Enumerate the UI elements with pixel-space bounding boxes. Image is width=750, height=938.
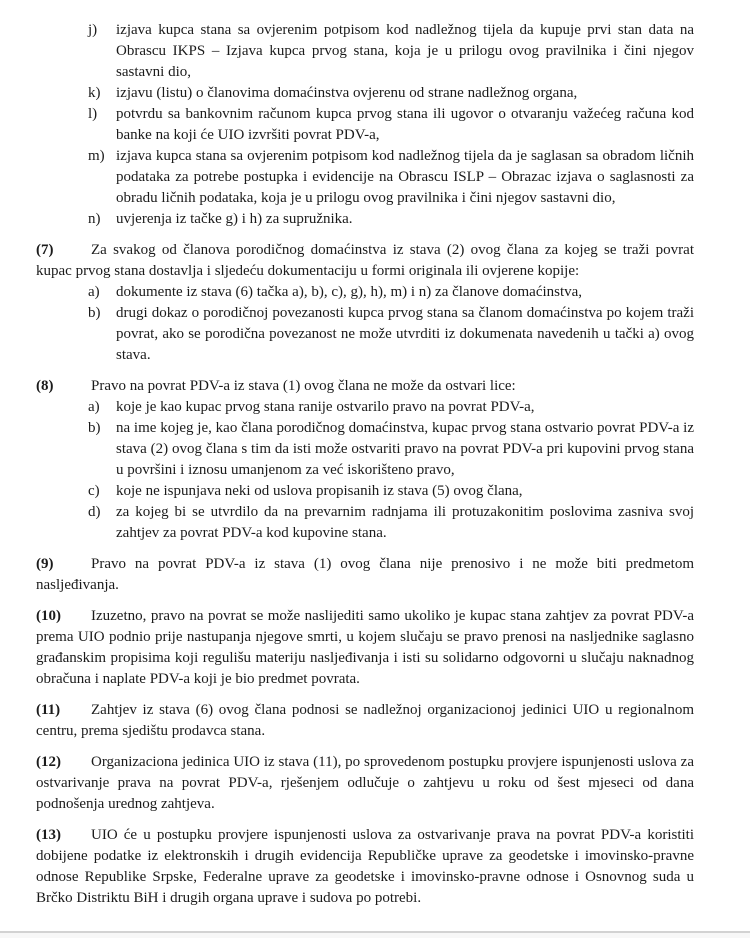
paragraph-text: Pravo na povrat PDV-a iz stava (1) ovog člana nije prenosivo i ne može biti predmetom nasljeđivanja. bbox=[36, 556, 694, 593]
item-text: drugi dokaz o porodičnoj povezanosti kupca prvog stana sa članom domaćinstva po kojem traži povrat, ako se porodična povezanost ne može utvrditi iz dokumenata navedenih u tački a) ovog stava. bbox=[116, 305, 694, 363]
paragraph-intro bbox=[36, 825, 694, 909]
paragraph-8-list bbox=[36, 397, 694, 544]
list-item-c bbox=[88, 481, 694, 502]
paragraph-intro bbox=[36, 240, 694, 282]
list-item-n bbox=[88, 209, 694, 230]
list-item-m bbox=[88, 146, 694, 209]
item-label: c) bbox=[88, 483, 100, 499]
paragraph-intro bbox=[36, 752, 694, 815]
paragraph-number: (7) bbox=[36, 242, 54, 258]
paragraph-9 bbox=[36, 554, 694, 596]
paragraph-intro bbox=[36, 554, 694, 596]
paragraph-text: Zahtjev iz stava (6) ovog člana podnosi se nadležnoj organizacionoj jedinici UIO u regionalnom centru, prema sjedištu prodavca stana. bbox=[36, 702, 694, 739]
paragraph-12 bbox=[36, 752, 694, 815]
item-label: a) bbox=[88, 399, 100, 415]
item-label: m) bbox=[88, 148, 105, 164]
item-text: uvjerenja iz tačke g) i h) za supružnika. bbox=[116, 211, 353, 227]
paragraph-intro bbox=[36, 700, 694, 742]
item-text: koje je kao kupac prvog stana ranije ostvarilo pravo na povrat PDV-a, bbox=[116, 399, 535, 415]
item-text: koje ne ispunjava neki od uslova propisanih iz stava (5) ovog člana, bbox=[116, 483, 523, 499]
paragraph-8 bbox=[36, 376, 694, 544]
item-text: dokumente iz stava (6) tačka a), b), c), g), h), m) i n) za članove domaćinstva, bbox=[116, 284, 583, 300]
paragraph-10 bbox=[36, 606, 694, 690]
list-item-a bbox=[88, 397, 694, 418]
paragraph-intro bbox=[36, 606, 694, 690]
paragraph-text: Organizaciona jedinica UIO iz stava (11), po sprovedenom postupku provjere ispunjenosti uslova za ostvarivanje prava na povrat PDV-a, rješenjem odlučuje o zahtjevu u roku od šest mjeseci od dana podnošenja urednog zahtjeva. bbox=[36, 754, 694, 812]
paragraph-number: (13) bbox=[36, 827, 61, 843]
list-item-b bbox=[88, 418, 694, 481]
paragraph-text: Za svakog od članova porodičnog domaćinstva iz stava (2) ovog člana za kojeg se traži povrat kupac prvog stana dostavlja i sljedeću dokumentaciju u formi originala ili ovjerene kopije: bbox=[36, 242, 694, 279]
item-label: n) bbox=[88, 211, 101, 227]
item-label: l) bbox=[88, 106, 98, 122]
paragraph-11 bbox=[36, 700, 694, 742]
item-text: izjavu (listu) o članovima domaćinstva ovjerenu od strane nadležnog organa, bbox=[116, 85, 578, 101]
next-page-gap bbox=[0, 933, 750, 938]
paragraph-number: (11) bbox=[36, 702, 61, 718]
list-item-a bbox=[88, 282, 694, 303]
item-label: b) bbox=[88, 305, 101, 321]
item-label: b) bbox=[88, 420, 101, 436]
item-label: d) bbox=[88, 504, 101, 520]
paragraph-7-list bbox=[36, 282, 694, 366]
item-text: za kojeg bi se utvrdilo da na prevarnim radnjama ili protuzakonitim poslovima zasniva svoj zahtjev za povrat PDV-a kod kupovine stana. bbox=[116, 504, 694, 541]
item-text: potvrdu sa bankovnim računom kupca prvog stana ili ugovor o otvaranju važećeg računa kod banke na koji će UIO izvršiti povrat PDV-a, bbox=[116, 106, 694, 143]
paragraph-7 bbox=[36, 240, 694, 366]
paragraph-text: Pravo na povrat PDV-a iz stava (1) ovog člana ne može da ostvari lice: bbox=[91, 378, 516, 394]
item-text: izjava kupca stana sa ovjerenim potpisom kod nadležnog tijela da je saglasan sa obradom ličnih podataka za potrebe postupka i evidencije na Obrascu ISLP – Obrazac izjava o saglasnosti za obradu ličnih podataka, koja je u prilogu ovog pravilnika i čini njegov sastavni dio, bbox=[116, 148, 694, 206]
paragraph-intro bbox=[36, 376, 694, 397]
list-item-j bbox=[88, 20, 694, 83]
item-label: a) bbox=[88, 284, 100, 300]
item-text: na ime kojeg je, kao člana porodičnog domaćinstva, kupac prvog stana ostvario povrat PDV-a iz stava (2) ovog člana s tim da isti može ostvariti pravo na povrat PDV-a pri kupovini prvog stana u površini i iznosu umanjenom za već iskorišteno pravo, bbox=[116, 420, 694, 478]
list-item-l bbox=[88, 104, 694, 146]
list-item-d bbox=[88, 502, 694, 544]
paragraph-number: (12) bbox=[36, 754, 61, 770]
paragraph-13 bbox=[36, 825, 694, 909]
continued-list bbox=[36, 20, 694, 230]
paragraph-number: (9) bbox=[36, 556, 54, 572]
paragraph-text: UIO će u postupku provjere ispunjenosti uslova za ostvarivanje prava na povrat PDV-a koristiti dobijene podatke iz elektronskih i drugih evidencija Republičke uprave za geodetske i imovinsko-pravne odnose Republike Srpske, Federalne uprave za geodetske i imovinsko-pravne odnose i Osnovnog suda u Brčko Distriktu BiH i drugih organa uprave i sudova po potrebi. bbox=[36, 827, 694, 906]
list-item-k bbox=[88, 83, 694, 104]
item-label: j) bbox=[88, 22, 98, 38]
item-label: k) bbox=[88, 85, 101, 101]
paragraph-number: (8) bbox=[36, 378, 54, 394]
paragraph-number: (10) bbox=[36, 608, 61, 624]
paragraph-text: Izuzetno, pravo na povrat se može naslijediti samo ukoliko je kupac stana zahtjev za povrat PDV-a prema UIO podnio prije nastupanja njegove smrti, u kojem slučaju se pravo prenosi na nasljednike saglasno građanskim propisima koji regulišu materiju nasljeđivanja i isti su solidarno odgovorni u slučaju naknadnog obračuna i naplate PDV-a koji je bio predmet povrata. bbox=[36, 608, 694, 687]
item-text: izjava kupca stana sa ovjerenim potpisom kod nadležnog tijela da kupuje prvi stan data na Obrascu IKPS – Izjava kupca prvog stana, koja je u prilogu ovog pravilnika i čini njegov sastavni dio, bbox=[116, 22, 694, 80]
list-item-b bbox=[88, 303, 694, 366]
